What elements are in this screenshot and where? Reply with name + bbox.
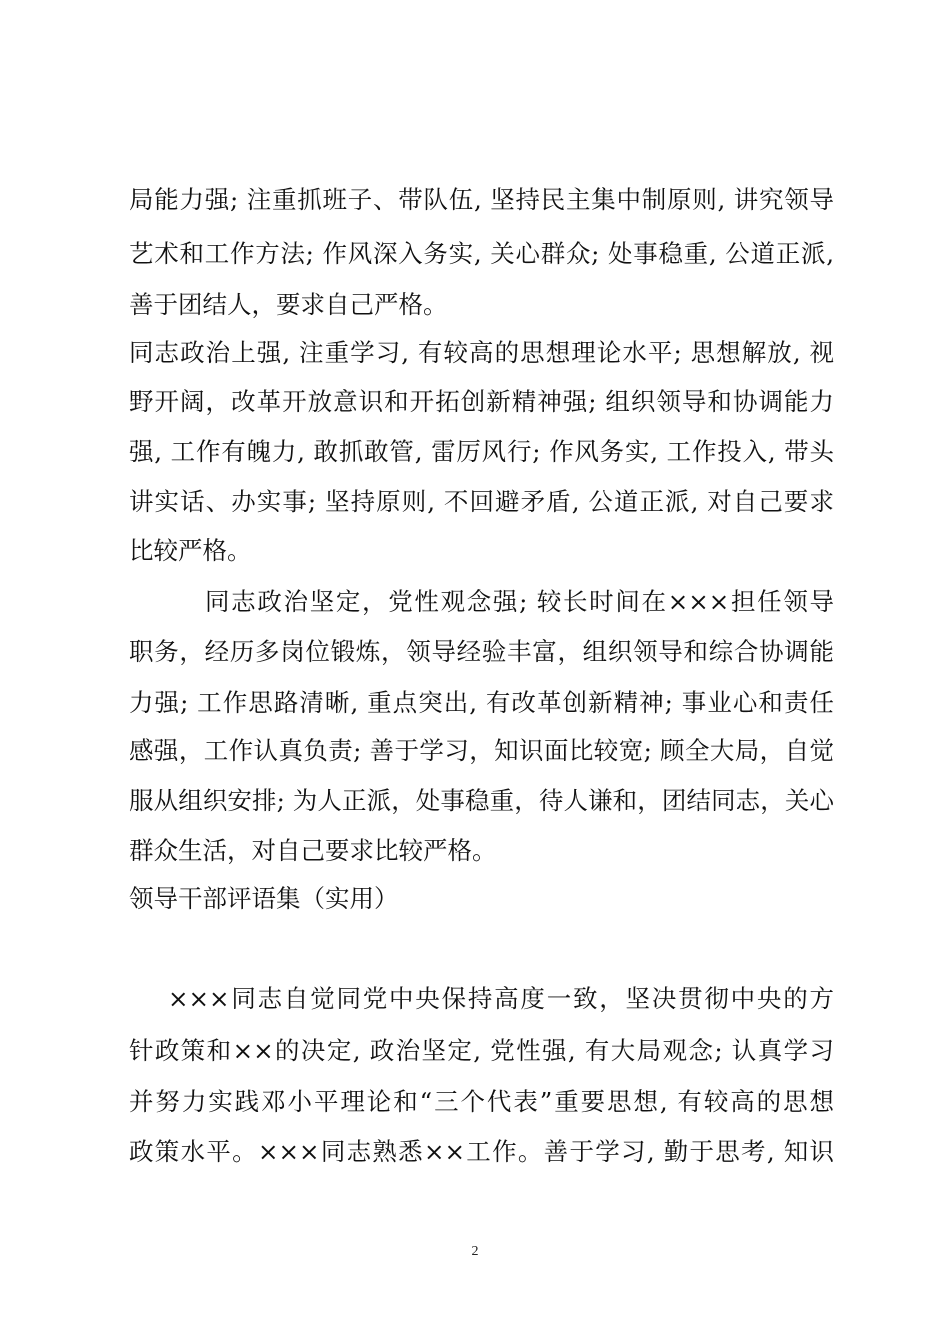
text-line: 同志政治坚定，党性观念强; 较长时间在×××担任领导 — [205, 587, 834, 616]
page-number: 2 — [471, 1244, 479, 1259]
text-line: 政策水平。×××同志熟悉××工作。善于学习, 勤于思考, 知识 — [129, 1137, 834, 1166]
text-line: 野开阔，改革开放意识和开拓创新精神强; 组织领导和协调能力 — [129, 387, 834, 416]
text-line: 感强，工作认真负责; 善于学习，知识面比较宽; 顾全大局，自觉 — [129, 736, 834, 765]
text-line: 职务，经历多岗位锻炼，领导经验丰富，组织领导和综合协调能 — [129, 637, 834, 666]
text-line: 针政策和××的决定, 政治坚定, 党性强, 有大局观念; 认真学习 — [129, 1036, 834, 1065]
text-line: 服从组织安排; 为人正派，处事稳重，待人谦和，团结同志，关心 — [129, 786, 834, 815]
text-line: 同志政治上强, 注重学习, 有较高的思想理论水平; 思想解放, 视 — [129, 338, 834, 367]
text-line: 讲实话、办实事; 坚持原则, 不回避矛盾, 公道正派, 对自己要求 — [129, 487, 834, 516]
text-line: 力强; 工作思路清晰, 重点突出, 有改革创新精神; 事业心和责任 — [129, 688, 834, 717]
text-line: 局能力强; 注重抓班子、带队伍, 坚持民主集中制原则, 讲究领导 — [129, 185, 834, 214]
text-line: 强, 工作有魄力, 敢抓敢管, 雷厉风行; 作风务实, 工作投入, 带头 — [129, 437, 834, 466]
text-line: 比较严格。 — [129, 536, 252, 565]
text-line: ×××同志自觉同党中央保持高度一致，坚决贯彻中央的方 — [168, 984, 834, 1013]
text-line: 群众生活，对自己要求比较严格。 — [129, 836, 497, 865]
text-line: 善于团结人，要求自己严格。 — [129, 290, 448, 319]
section-heading: 领导干部评语集（实用） — [129, 884, 399, 913]
text-line: 艺术和工作方法; 作风深入务实, 关心群众; 处事稳重, 公道正派, — [129, 239, 834, 268]
text-line: 并努力实践邓小平理论和“三个代表”重要思想, 有较高的思想 — [129, 1087, 834, 1116]
